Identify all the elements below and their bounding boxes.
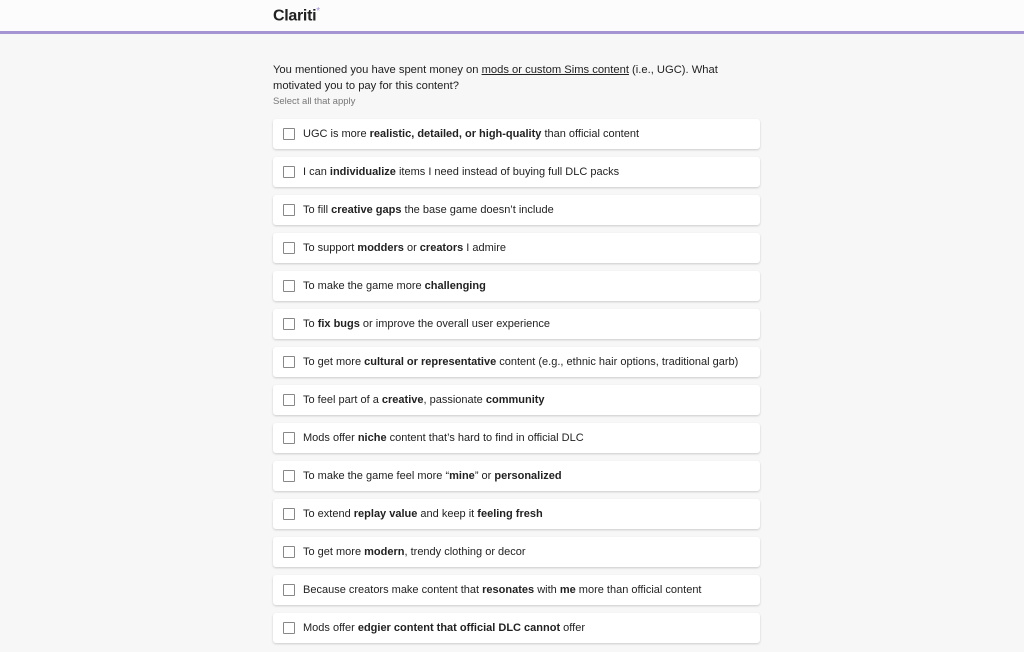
checkbox[interactable] <box>283 166 295 178</box>
option-label-text: To make the game more <box>303 280 425 292</box>
option-label-bold: edgier content that official DLC cannot <box>357 622 561 634</box>
option-label-text: UGC is more <box>303 128 370 140</box>
option-6[interactable] <box>273 309 760 339</box>
option-label-text: To <box>303 318 318 330</box>
option-9[interactable] <box>273 423 760 453</box>
option-label-bold: personalized <box>494 470 562 482</box>
question-emphasis: mods or custom Sims content <box>481 64 629 76</box>
option-14[interactable] <box>273 613 760 643</box>
option-label-text: I admire <box>463 242 507 254</box>
option-label-bold: niche <box>357 432 387 444</box>
option-label-bold: me <box>559 584 576 596</box>
option-label-bold: modern <box>364 546 405 558</box>
option-3[interactable] <box>273 195 760 225</box>
select-all-hint: Select all that apply <box>273 96 356 107</box>
option-label <box>303 583 702 597</box>
option-label-bold: resonates <box>482 584 535 596</box>
question-text <box>273 63 760 94</box>
checkbox[interactable] <box>283 546 295 558</box>
option-label <box>303 507 543 521</box>
option-label-text: or improve the overall user experience <box>359 318 551 330</box>
option-label-bold: individualize <box>329 166 396 178</box>
option-label <box>303 431 584 445</box>
checkbox[interactable] <box>283 470 295 482</box>
option-label-text: items I need instead of buying full DLC packs <box>395 166 620 178</box>
option-label-text: Mods offer <box>303 622 358 634</box>
checkbox[interactable] <box>283 204 295 216</box>
option-1[interactable] <box>273 119 760 149</box>
option-label <box>303 241 506 255</box>
option-label-text: than official content <box>541 128 640 140</box>
option-label-text: I can <box>303 166 330 178</box>
checkbox[interactable] <box>283 394 295 406</box>
option-label-text: To fill <box>303 204 332 216</box>
option-label <box>303 355 738 369</box>
checkbox[interactable] <box>283 584 295 596</box>
option-4[interactable] <box>273 233 760 263</box>
option-label-text: content (e.g., ethnic hair options, traditional garb) <box>496 356 739 368</box>
option-label <box>303 203 554 217</box>
option-label-text: To support <box>303 242 358 254</box>
checkbox[interactable] <box>283 432 295 444</box>
checkbox[interactable] <box>283 280 295 292</box>
option-label-bold: cultural or representative <box>364 356 497 368</box>
option-label-text: , trendy clothing or decor <box>404 546 526 558</box>
option-label-bold: modders <box>357 242 404 254</box>
checkbox[interactable] <box>283 318 295 330</box>
question-post: (i.e., UGC). What motivated you to pay for this content? <box>273 64 718 92</box>
option-label <box>303 545 526 559</box>
option-label <box>303 279 486 293</box>
option-13[interactable] <box>273 575 760 605</box>
option-label-bold: creators <box>419 242 464 254</box>
option-7[interactable] <box>273 347 760 377</box>
option-label-text: Because creators make content that <box>303 584 483 596</box>
survey-question <box>273 63 760 651</box>
option-label <box>303 393 545 407</box>
logo-text: Clariti <box>273 7 317 25</box>
option-label-text: offer <box>560 622 585 634</box>
option-label <box>303 469 562 483</box>
option-label-text: the base game doesn’t include <box>401 204 554 216</box>
option-label-bold: mine <box>449 470 475 482</box>
option-label-text: with <box>534 584 560 596</box>
option-label-text: To feel part of a <box>303 394 382 406</box>
checkbox[interactable] <box>283 242 295 254</box>
option-label-text: more than official content <box>575 584 702 596</box>
option-label-bold: creative <box>381 394 424 406</box>
header <box>0 0 1024 34</box>
option-label-text: To get more <box>303 356 365 368</box>
option-label-text: Mods offer <box>303 432 358 444</box>
options-list <box>273 119 760 643</box>
question-pre: You mentioned you have spent money on <box>273 64 482 76</box>
option-label-text: ” or <box>474 470 495 482</box>
logo-mark: * <box>316 6 320 17</box>
option-label-bold: community <box>485 394 545 406</box>
option-label-bold: challenging <box>424 280 486 292</box>
option-label-bold: fix bugs <box>317 318 360 330</box>
option-label-text: , passionate <box>423 394 486 406</box>
checkbox[interactable] <box>283 128 295 140</box>
clariti-logo <box>273 6 320 25</box>
option-label-bold: creative gaps <box>331 204 402 216</box>
checkbox[interactable] <box>283 508 295 520</box>
option-label-text: To extend <box>303 508 354 520</box>
option-label <box>303 127 639 141</box>
option-12[interactable] <box>273 537 760 567</box>
checkbox[interactable] <box>283 622 295 634</box>
option-label-bold: feeling fresh <box>477 508 543 520</box>
checkbox[interactable] <box>283 356 295 368</box>
option-label-bold: replay value <box>353 508 418 520</box>
option-label-text: content that’s hard to find in official DLC <box>386 432 584 444</box>
option-label-text: or <box>403 242 420 254</box>
option-label <box>303 621 585 635</box>
option-10[interactable] <box>273 461 760 491</box>
option-label <box>303 165 619 179</box>
option-8[interactable] <box>273 385 760 415</box>
option-2[interactable] <box>273 157 760 187</box>
option-label-text: To make the game feel more “ <box>303 470 450 482</box>
option-label-text: To get more <box>303 546 365 558</box>
option-11[interactable] <box>273 499 760 529</box>
option-label <box>303 317 550 331</box>
option-5[interactable] <box>273 271 760 301</box>
option-label-text: and keep it <box>417 508 478 520</box>
option-label-bold: realistic, detailed, or high-quality <box>369 128 542 140</box>
